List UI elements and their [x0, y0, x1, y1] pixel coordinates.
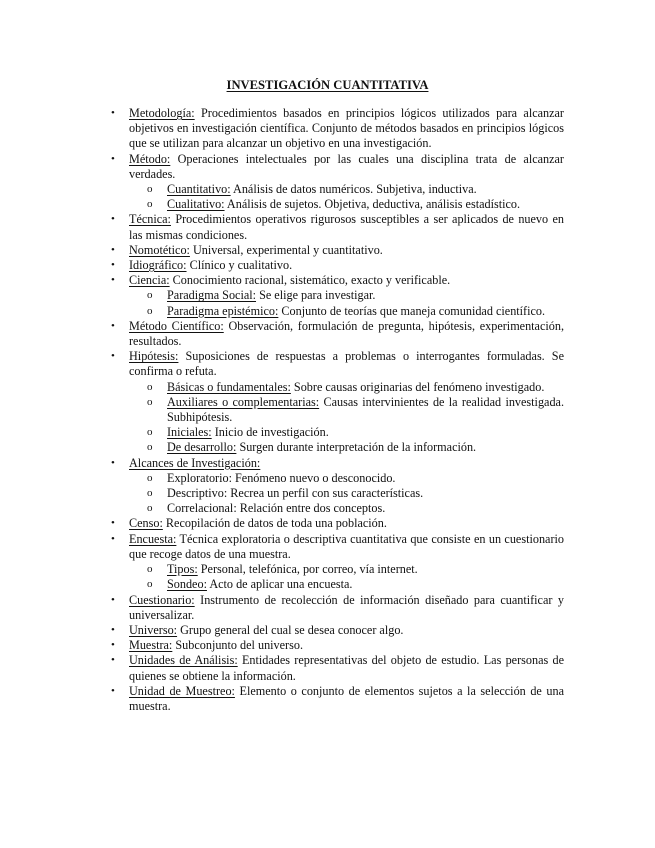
sub-term-label: Iniciales: [167, 425, 212, 440]
sub-list [129, 288, 564, 318]
sub-term-label: Sondeo: [167, 577, 207, 592]
sub-term-label: Cuantitativo: [167, 182, 231, 197]
term-label: Censo: [129, 516, 163, 531]
sub-list-item [129, 288, 564, 303]
definition-text: Entidades representativas del objeto de estudio. Las personas de quienes se obtiene la información. [129, 653, 564, 683]
bullet-icon: • [111, 456, 115, 469]
term-label: Método: [129, 151, 171, 166]
bullet-icon: • [111, 532, 115, 545]
bullet-icon: • [111, 243, 115, 256]
sub-definition-text: Surgen durante interpretación de la información. [236, 440, 477, 455]
term-label: Técnica: [129, 212, 171, 227]
bullet-icon: • [111, 654, 115, 667]
sub-list [129, 182, 564, 212]
bullet-icon: • [111, 274, 115, 287]
bullet-icon: • [111, 684, 115, 697]
bullet-icon: • [111, 107, 115, 119]
definition-text: Recopilación de datos de toda una población. [162, 516, 387, 531]
definition-text: Operaciones intelectuales por las cuales una disciplina trata de alcanzar verdades. [129, 151, 564, 181]
sub-list-item [129, 197, 564, 212]
sub-term-label: Básicas o fundamentales: [167, 379, 291, 394]
sub-definition-text: Análisis de datos numéricos. Subjetiva, inductiva. [230, 182, 477, 197]
sub-list-item [129, 471, 564, 486]
sub-list [129, 562, 564, 592]
definition-text: Procedimientos operativos rigurosos susceptibles a ser aplicados de nuevo en las mismas condiciones. [129, 212, 564, 242]
sub-definition-text: Análisis de sujetos. Objetiva, deductiva, análisis estadístico. [224, 197, 521, 212]
sub-list-item [129, 395, 564, 425]
sub-term-label: Tipos: [167, 562, 198, 577]
list-item [111, 531, 564, 593]
list-item [111, 106, 564, 152]
circle-bullet-icon: o [147, 471, 153, 484]
list-item [111, 242, 564, 258]
sub-definition-text: Conjunto de teorías que maneja comunidad científico. [278, 303, 546, 318]
circle-bullet-icon: o [147, 289, 153, 302]
bullet-icon: • [111, 517, 115, 530]
list-item [111, 212, 564, 242]
sub-definition-text: Personal, telefónica, por correo, vía internet. [197, 562, 418, 577]
definition-text: Universal, experimental y cuantitativo. [189, 242, 383, 257]
term-label: Alcances de Investigación: [129, 455, 261, 470]
bullet-icon: • [111, 213, 115, 226]
list-item [111, 455, 564, 517]
document-body [111, 106, 564, 714]
circle-bullet-icon: o [147, 563, 153, 576]
sub-definition-text: Sobre causas originarias del fenómeno investigado. [290, 379, 545, 394]
circle-bullet-icon: o [147, 198, 153, 211]
term-label: Nomotético: [129, 242, 190, 257]
term-label: Idiográfico: [129, 258, 187, 273]
bullet-icon: • [111, 639, 115, 652]
circle-bullet-icon: o [147, 183, 153, 196]
term-label: Encuesta: [129, 531, 177, 546]
sub-definition-text: Exploratorio: Fenómeno nuevo o desconocido. [167, 470, 396, 485]
definition-text: Conocimiento racional, sistemático, exacto y verificable. [169, 273, 451, 288]
list-item [111, 622, 564, 638]
sub-definition-text: Correlacional: Relación entre dos conceptos. [167, 501, 386, 516]
sub-definition-text: Inicio de investigación. [211, 425, 329, 440]
definition-text: Suposiciones de respuestas a problemas o interrogantes formuladas. Se confirma o refuta. [129, 349, 564, 379]
definition-text: Observación, formulación de pregunta, hipótesis, experimentación, resultados. [129, 318, 564, 349]
sub-list-item [129, 440, 564, 455]
sub-term-label: Cualitativo: [167, 197, 225, 212]
circle-bullet-icon: o [147, 380, 153, 393]
sub-list-item [129, 304, 564, 319]
sub-list-item [129, 486, 564, 501]
circle-bullet-icon: o [147, 426, 153, 439]
sub-list-item [129, 182, 564, 197]
term-label: Metodología: [129, 106, 195, 120]
term-label: Cuestionario: [129, 592, 195, 607]
list-item [111, 683, 564, 714]
sub-definition-text: Se elige para investigar. [256, 288, 376, 303]
term-label: Hipótesis: [129, 349, 179, 364]
list-item [111, 516, 564, 531]
list-item [111, 638, 564, 653]
circle-bullet-icon: o [147, 502, 153, 515]
sub-definition-text: Acto de aplicar una encuesta. [206, 577, 353, 592]
definition-text: Procedimientos basados en principios lógicos utilizados para alcanzar objetivos en investigación científica. Conjunto de métodos basados en principios lógicos que se utilizan para alcanzar un objetivo en una investigación. [129, 106, 564, 151]
definition-text: Técnica exploratoria o descriptiva cuantitativa que consiste en un cuestionario que recoge datos de una muestra. [129, 531, 564, 561]
term-label: Unidades de Análisis: [129, 653, 238, 668]
sub-term-label: Paradigma Social: [167, 288, 257, 303]
sub-list-item [129, 562, 564, 577]
circle-bullet-icon: o [147, 395, 153, 408]
list-item [111, 592, 564, 623]
sub-term-label: De desarrollo: [167, 440, 237, 455]
sub-list-item [129, 577, 564, 592]
sub-list [129, 471, 564, 517]
definition-text: Clínico y cualitativo. [186, 258, 293, 273]
list-item [111, 318, 564, 349]
list-item [111, 653, 564, 683]
definition-list [111, 106, 564, 714]
definition-text: Subconjunto del universo. [172, 638, 303, 653]
circle-bullet-icon: o [147, 304, 153, 317]
bullet-icon: • [111, 623, 115, 636]
list-item [111, 273, 564, 319]
bullet-icon: • [111, 350, 115, 363]
definition-text: Elemento o conjunto de elementos sujetos a la selección de una muestra. [129, 683, 564, 713]
document-title: INVESTIGACIÓN CUANTITATIVA [226, 78, 429, 92]
bullet-icon: • [111, 319, 115, 332]
term-label: Unidad de Muestreo: [129, 683, 235, 698]
sub-term-label: Auxiliares o complementarias: [167, 394, 320, 409]
definition-text: Instrumento de recolección de información diseñado para cuantificar y universalizar. [129, 592, 564, 622]
sub-term-label: Paradigma epistémico: [167, 303, 279, 318]
sub-list-item [129, 501, 564, 516]
term-label: Muestra: [129, 638, 173, 653]
bullet-icon: • [111, 593, 115, 606]
term-label: Universo: [129, 622, 178, 637]
sub-list-item [129, 425, 564, 440]
circle-bullet-icon: o [147, 487, 153, 500]
sub-list-item [129, 380, 564, 395]
list-item [111, 258, 564, 273]
sub-definition-text: Descriptivo: Recrea un perfil con sus características. [167, 486, 424, 501]
bullet-icon: • [111, 152, 115, 165]
bullet-icon: • [111, 259, 115, 272]
term-label: Ciencia: [129, 273, 170, 288]
definition-text: Grupo general del cual se desea conocer algo. [177, 622, 404, 637]
term-label: Método Científico: [129, 318, 224, 333]
list-item [111, 349, 564, 455]
sub-list [129, 380, 564, 456]
list-item [111, 151, 564, 213]
circle-bullet-icon: o [147, 441, 153, 454]
circle-bullet-icon: o [147, 578, 153, 591]
sub-definition-text: Causas intervinientes de la realidad investigada. Subhipótesis. [167, 394, 564, 425]
